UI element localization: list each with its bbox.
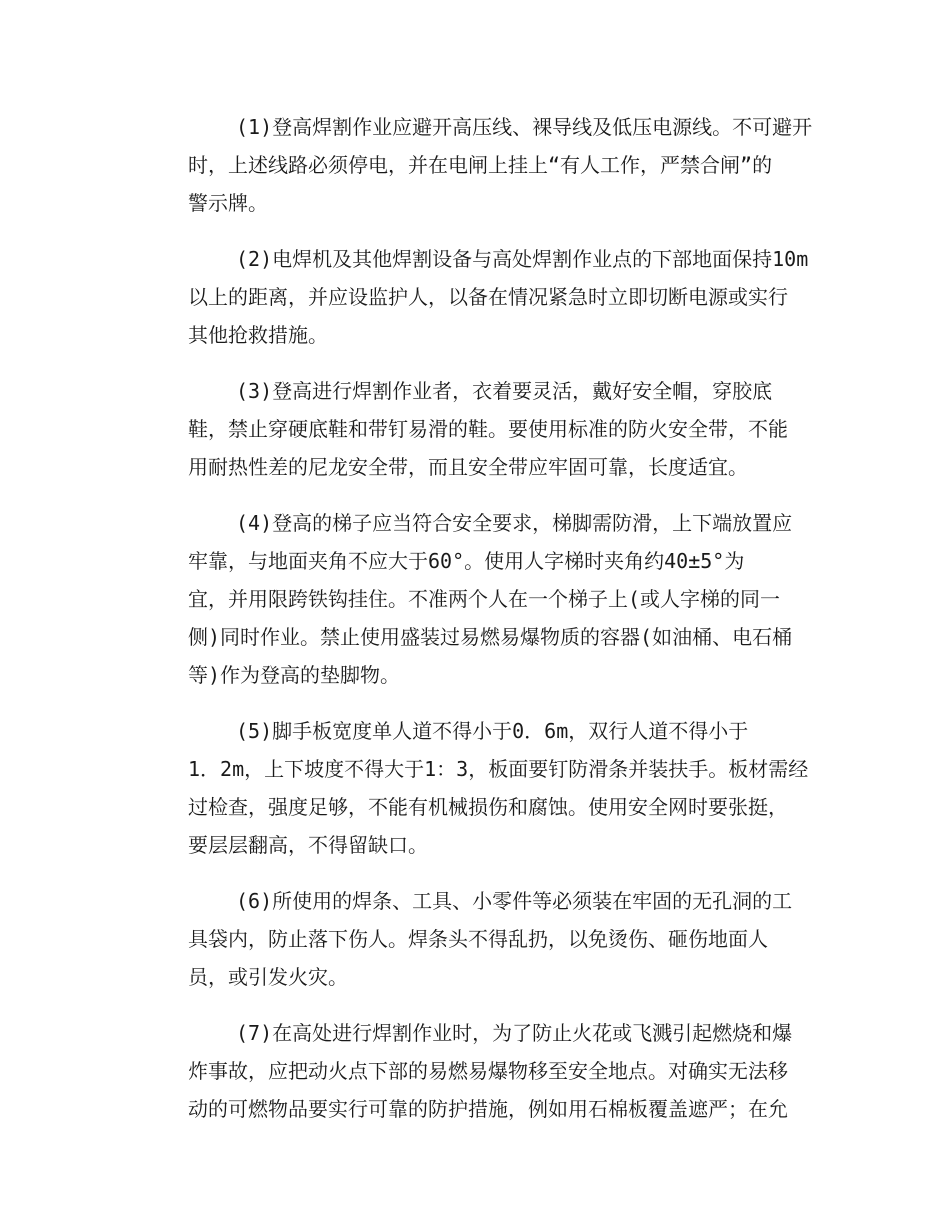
text-line: (1)登高焊割作业应避开高压线、裸导线及低压电源线。不可避开 — [236, 115, 813, 139]
paragraph-4 — [140, 504, 812, 694]
text-line: 1．2m，上下坡度不得大于1：3，板面要钉防滑条并装扶手。板材需经 — [188, 757, 809, 781]
text-line: (6)所使用的焊条、工具、小零件等必须装在牢固的无孔洞的工 — [236, 889, 793, 913]
text-line: 牢靠，与地面夹角不应大于60°。使用人字梯时夹角约40±5°为 — [188, 549, 745, 573]
document-body — [140, 108, 812, 1146]
text-line: (2)电焊机及其他焊割设备与高处焊割作业点的下部地面保持10m — [236, 247, 809, 271]
text-line: 等)作为登高的垫脚物。 — [188, 663, 401, 687]
paragraph-6 — [140, 882, 812, 996]
paragraph-3 — [140, 372, 812, 486]
paragraph-7 — [140, 1014, 812, 1128]
text-line: 时，上述线路必须停电，并在电闸上挂上“有人工作，严禁合闸”的 — [188, 153, 773, 177]
text-line: (3)登高进行焊割作业者，衣着要灵活，戴好安全帽，穿胶底 — [236, 379, 773, 403]
text-line: 要层层翻高，不得留缺口。 — [188, 833, 428, 857]
text-line: (5)脚手板宽度单人道不得小于0．6m，双行人道不得小于 — [236, 719, 749, 743]
text-line: 员，或引发火灾。 — [188, 965, 348, 989]
text-line: 其他抢救措施。 — [188, 323, 328, 347]
text-line: 鞋，禁止穿硬底鞋和带钉易滑的鞋。要使用标准的防火安全带，不能 — [188, 417, 788, 441]
text-line: 以上的距离，并应设监护人，以备在情况紧急时立即切断电源或实行 — [188, 285, 788, 309]
paragraph-2 — [140, 240, 812, 354]
text-line: 用耐热性差的尼龙安全带，而且安全带应牢固可靠，长度适宜。 — [188, 455, 748, 479]
text-line: 警示牌。 — [188, 191, 268, 215]
text-line: 动的可燃物品要实行可靠的防护措施，例如用石棉板覆盖遮严；在允 — [188, 1097, 788, 1121]
paragraph-5 — [140, 712, 812, 864]
paragraph-1 — [140, 108, 812, 222]
text-line: (4)登高的梯子应当符合安全要求，梯脚需防滑，上下端放置应 — [236, 511, 793, 535]
text-line: 过检查，强度足够，不能有机械损伤和腐蚀。使用安全网时要张挺， — [188, 795, 788, 819]
text-line: 侧)同时作业。禁止使用盛装过易燃易爆物质的容器(如油桶、电石桶 — [188, 625, 793, 649]
text-line: 炸事故，应把动火点下部的易燃易爆物移至安全地点。对确实无法移 — [188, 1059, 788, 1083]
text-line: 具袋内，防止落下伤人。焊条头不得乱扔，以免烫伤、砸伤地面人 — [188, 927, 768, 951]
text-line: (7)在高处进行焊割作业时，为了防止火花或飞溅引起燃烧和爆 — [236, 1021, 793, 1045]
text-line: 宜，并用限跨铁钩挂住。不准两个人在一个梯子上(或人字梯的同一 — [188, 587, 781, 611]
